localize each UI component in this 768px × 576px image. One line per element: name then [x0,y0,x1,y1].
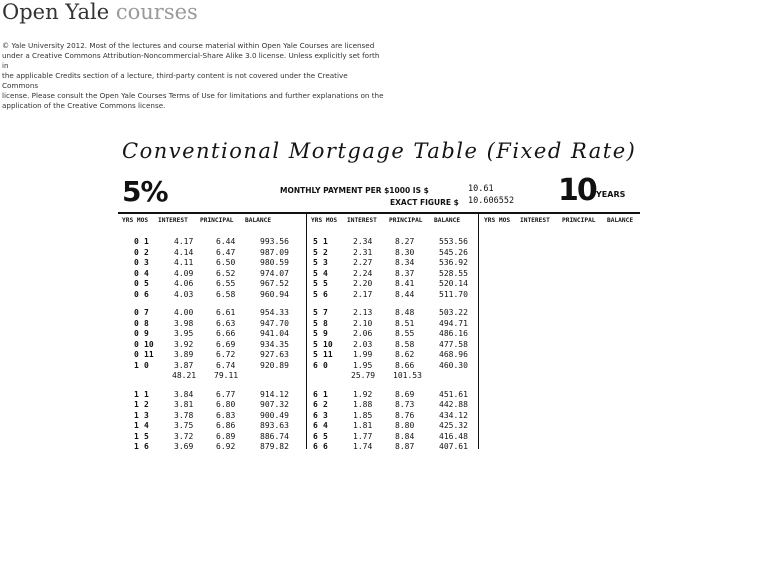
cell-principal: 6.50 [216,258,236,267]
cell-interest: 4.06 [174,279,194,288]
cell-yr: 1 [134,431,139,441]
cell-balance: 468.96 [439,350,468,359]
brand-primary: Open Yale [2,0,110,24]
cell-yr: 6 [313,360,318,370]
table-row [313,308,493,318]
col-balance: BALANCE [245,217,272,224]
cell-balance: 528.55 [439,268,468,278]
cell-interest: 1.95 [353,360,373,370]
cell-interest: 3.75 [174,421,194,430]
cell-principal: 6.72 [216,350,236,359]
table-row [313,390,493,400]
table-row [134,237,314,247]
mortgage-table-scan [118,137,640,449]
cell-interest: 2.10 [353,318,373,328]
cell-yr: 6 [313,389,318,399]
table-row [313,290,493,300]
cell-mo: 10 [144,339,154,349]
col-principal: PRINCIPAL [389,217,423,224]
cell-principal: 6.52 [216,268,236,278]
cell-principal: 6.58 [216,289,236,299]
cell-balance: 941.04 [260,329,289,338]
cell-principal: 8.48 [395,308,415,317]
cell-interest: 2.20 [353,279,373,288]
cell-balance: 416.48 [439,431,468,441]
cell-balance: 520.14 [439,279,468,288]
col-yrs-mos: YRS MOS [484,217,511,224]
table-row [134,390,314,400]
cell-principal: 6.61 [216,308,236,317]
cell-yr: 5 [313,258,318,267]
cell-yr: 5 [313,318,318,328]
cell-interest: 3.72 [174,431,194,441]
cell-mo: 0 [323,360,328,370]
monthly-payment-value: 10.61 [468,184,494,194]
cell-interest: 3.95 [174,329,194,338]
cell-mo: 4 [144,268,149,278]
cell-balance: 893.63 [260,421,289,430]
cell-mo: 2 [323,400,328,409]
table-row [313,237,493,247]
cell-yr: 1 [134,442,139,449]
cell-principal: 6.83 [216,410,236,420]
cell-balance: 993.56 [260,237,289,246]
cell-interest: 2.03 [353,339,373,349]
cell-yr: 0 [134,268,139,278]
cell-interest: 2.27 [353,258,373,267]
cell-mo: 5 [144,279,149,288]
monthly-payment-label: MONTHLY PAYMENT PER $1000 IS $ [280,186,429,195]
table-row [313,400,493,410]
cell-principal: 8.58 [395,339,415,349]
exact-figure-label: EXACT FIGURE $ [390,198,459,207]
cell-interest: 2.24 [353,268,373,278]
table-row [313,329,493,339]
cell-mo: 6 [323,442,328,449]
cell-balance: 947.70 [260,318,289,328]
cell-yr: 0 [134,279,139,288]
cell-principal: 6.69 [216,339,236,349]
cell-balance: 920.89 [260,360,289,370]
cell-mo: 6 [323,289,328,299]
table-panel-2 [313,237,493,449]
cell-mo: 1 [323,237,328,246]
cell-interest: 3.89 [174,350,194,359]
table-row [313,319,493,329]
cell-principal: 8.44 [395,289,415,299]
subtotal-interest: 25.79 [351,371,376,380]
cell-balance: 553.56 [439,237,468,246]
brand-secondary: courses [115,0,198,24]
table-row [134,400,314,410]
table-row [313,258,493,268]
cell-mo: 3 [144,258,149,267]
table-panel-1 [134,237,314,449]
cell-balance: 980.59 [260,258,289,267]
table-row [134,350,314,360]
cell-interest: 1.99 [353,350,373,359]
cell-mo: 3 [323,258,328,267]
cell-interest: 3.84 [174,389,194,399]
table-row [313,350,493,360]
cell-balance: 934.35 [260,339,289,349]
cell-principal: 6.89 [216,431,236,441]
cell-principal: 6.66 [216,329,236,338]
cell-balance: 442.88 [439,400,468,409]
cell-yr: 5 [313,237,318,246]
cell-interest: 2.34 [353,237,373,246]
col-yrs-mos: YRS MOS [122,217,149,224]
cell-mo: 3 [144,410,149,420]
cell-balance: 451.61 [439,389,468,399]
table-row [134,290,314,300]
table-row [313,248,493,258]
cell-mo: 1 [144,389,149,399]
cell-balance: 486.16 [439,329,468,338]
cell-balance: 545.26 [439,247,468,257]
cell-balance: 914.12 [260,389,289,399]
cell-yr: 0 [134,258,139,267]
cell-mo: 7 [323,308,328,317]
cell-yr: 0 [134,289,139,299]
cell-yr: 1 [134,389,139,399]
cell-interest: 4.03 [174,289,194,299]
cell-mo: 4 [323,268,328,278]
cell-mo: 10 [323,339,333,349]
cell-mo: 9 [323,329,328,338]
cell-balance: 434.12 [439,410,468,420]
table-row [134,421,314,431]
cell-mo: 3 [323,410,328,420]
table-row [134,361,314,371]
cell-mo: 2 [144,247,149,257]
cell-principal: 8.62 [395,350,415,359]
cell-balance: 987.09 [260,247,289,257]
cell-yr: 6 [313,410,318,420]
cell-principal: 6.86 [216,421,236,430]
cell-interest: 1.74 [353,442,373,449]
cell-interest: 4.14 [174,247,194,257]
cell-balance: 886.74 [260,431,289,441]
cell-balance: 511.70 [439,289,468,299]
table-row [134,329,314,339]
cell-interest: 1.92 [353,389,373,399]
cell-yr: 0 [134,237,139,246]
cell-balance: 536.92 [439,258,468,267]
cell-interest: 1.88 [353,400,373,409]
cell-yr: 6 [313,431,318,441]
cell-principal: 8.73 [395,400,415,409]
cell-mo: 0 [144,360,149,370]
cell-yr: 5 [313,268,318,278]
cell-yr: 1 [134,360,139,370]
cell-principal: 6.74 [216,360,236,370]
cell-balance: 425.32 [439,421,468,430]
col-principal: PRINCIPAL [200,217,234,224]
cell-yr: 5 [313,350,318,359]
cell-principal: 8.76 [395,410,415,420]
table-row [134,279,314,289]
cell-principal: 6.63 [216,318,236,328]
cell-interest: 1.85 [353,410,373,420]
table-row [134,319,314,329]
cell-interest: 3.81 [174,400,194,409]
subtotal-principal: 101.53 [393,371,422,380]
cell-yr: 6 [313,442,318,449]
cell-principal: 8.80 [395,421,415,430]
cell-yr: 0 [134,329,139,338]
cell-yr: 5 [313,339,318,349]
cell-principal: 8.69 [395,389,415,399]
cell-mo: 11 [323,350,333,359]
cell-mo: 5 [323,279,328,288]
table-row [313,269,493,279]
term-years-label: YEARS [596,190,626,199]
cell-principal: 8.55 [395,329,415,338]
cell-yr: 5 [313,329,318,338]
cell-mo: 9 [144,329,149,338]
cell-principal: 8.84 [395,431,415,441]
cell-balance: 477.58 [439,339,468,349]
exact-figure-value: 10.606552 [468,196,515,206]
cell-yr: 0 [134,350,139,359]
table-row [313,340,493,350]
cell-principal: 6.55 [216,279,236,288]
cell-mo: 6 [144,442,149,449]
cell-yr: 5 [313,289,318,299]
cell-balance: 407.61 [439,442,468,449]
col-yrs-mos: YRS MOS [311,217,338,224]
cell-balance: 907.32 [260,400,289,409]
cell-principal: 8.51 [395,318,415,328]
col-interest: INTEREST [347,217,377,224]
table-row [313,421,493,431]
cell-principal: 8.27 [395,237,415,246]
cell-mo: 2 [323,247,328,257]
cell-interest: 2.06 [353,329,373,338]
cell-mo: 7 [144,308,149,317]
table-row [313,442,493,449]
cell-balance: 900.49 [260,410,289,420]
license-notice: © Yale University 2012. Most of the lectures and course material within Open Yale Courses are licensed under a Creative Commons Attribution-Noncommercial-Share Alike 3.0 license. Unless explicitly set forth in the applicable Credits section of a lecture, third-party content is not covered under the Creative Commons license. Please consult the Open Yale Courses Terms of Use for limitations and further explanations on the application of the Creative Commons license. [2,41,384,110]
cell-interest: 4.17 [174,237,194,246]
cell-mo: 2 [144,400,149,409]
cell-mo: 8 [144,318,149,328]
header-rule [118,212,640,214]
cell-yr: 1 [134,400,139,409]
col-balance: BALANCE [434,217,461,224]
cell-balance: 494.71 [439,318,468,328]
cell-principal: 8.37 [395,268,415,278]
cell-mo: 5 [323,431,328,441]
cell-principal: 6.80 [216,400,236,409]
cell-balance: 879.82 [260,442,289,449]
cell-principal: 6.77 [216,389,236,399]
table-row [134,258,314,268]
cell-principal: 8.66 [395,360,415,370]
cell-balance: 503.22 [439,308,468,317]
cell-mo: 1 [323,389,328,399]
table-row [134,411,314,421]
cell-yr: 0 [134,308,139,317]
open-yale-courses-logo[interactable] [2,0,198,24]
table-row [313,411,493,421]
cell-principal: 8.41 [395,279,415,288]
cell-yr: 1 [134,410,139,420]
cell-interest: 4.11 [174,258,194,267]
cell-principal: 8.34 [395,258,415,267]
cell-interest: 2.31 [353,247,373,257]
cell-yr: 0 [134,339,139,349]
cell-interest: 1.81 [353,421,373,430]
cell-principal: 6.47 [216,247,236,257]
cell-interest: 3.69 [174,442,194,449]
cell-interest: 3.92 [174,339,194,349]
cell-interest: 3.87 [174,360,194,370]
subtotal-principal: 79.11 [214,371,239,380]
cell-balance: 927.63 [260,350,289,359]
cell-mo: 8 [323,318,328,328]
cell-yr: 1 [134,421,139,430]
cell-yr: 6 [313,421,318,430]
table-row [134,248,314,258]
cell-yr: 6 [313,400,318,409]
cell-balance: 974.07 [260,268,289,278]
cell-yr: 5 [313,308,318,317]
cell-mo: 6 [144,289,149,299]
cell-interest: 3.98 [174,318,194,328]
cell-principal: 6.92 [216,442,236,449]
cell-interest: 3.78 [174,410,194,420]
cell-interest: 4.09 [174,268,194,278]
cell-principal: 8.87 [395,442,415,449]
table-row [313,361,493,371]
table-row [134,432,314,442]
cell-balance: 460.30 [439,360,468,370]
interest-rate: 5% [122,175,168,208]
cell-mo: 1 [144,237,149,246]
subtotal-interest: 48.21 [172,371,197,380]
term-years-number: 10 [558,173,596,208]
cell-interest: 4.00 [174,308,194,317]
cell-balance: 954.33 [260,308,289,317]
cell-yr: 0 [134,318,139,328]
cell-mo: 5 [144,431,149,441]
cell-principal: 8.30 [395,247,415,257]
cell-yr: 5 [313,247,318,257]
table-row [313,432,493,442]
cell-interest: 2.13 [353,308,373,317]
cell-yr: 5 [313,279,318,288]
handwritten-title: Conventional Mortgage Table (Fixed Rate) [122,139,637,163]
col-balance: BALANCE [607,217,634,224]
col-interest: INTEREST [520,217,550,224]
cell-interest: 1.77 [353,431,373,441]
table-row [134,308,314,318]
cell-mo: 4 [144,421,149,430]
cell-balance: 960.94 [260,289,289,299]
cell-balance: 967.52 [260,279,289,288]
col-interest: INTEREST [158,217,188,224]
table-row [134,340,314,350]
table-row [134,269,314,279]
table-row [134,442,314,449]
cell-mo: 11 [144,350,154,359]
cell-mo: 4 [323,421,328,430]
cell-interest: 2.17 [353,289,373,299]
cell-yr: 0 [134,247,139,257]
cell-principal: 6.44 [216,237,236,246]
table-row [313,279,493,289]
col-principal: PRINCIPAL [562,217,596,224]
